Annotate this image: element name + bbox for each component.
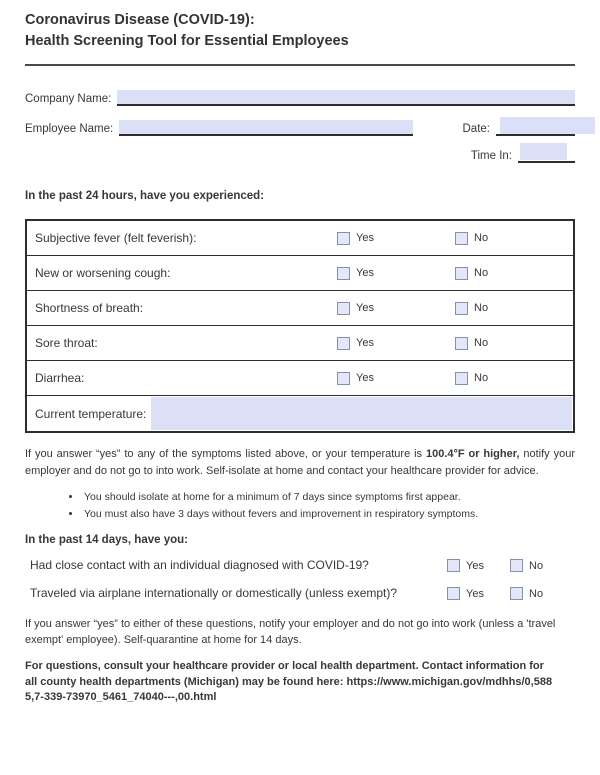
table-row bbox=[27, 326, 573, 361]
no-choice bbox=[510, 587, 575, 600]
contact-info-paragraph bbox=[25, 659, 557, 706]
no-label: No bbox=[529, 559, 544, 572]
no-checkbox[interactable] bbox=[455, 232, 468, 245]
advice-text-start: If you answer “yes” to any of the symptoms listed above, or your temperature is bbox=[25, 448, 426, 460]
health-dept-url: https://www.michigan.gov/mdhhs/0,5885,7-339-73970_5461_74040---,00.html bbox=[25, 675, 553, 703]
contact-info-text: For questions, consult your healthcare provider or local health department. Contact information for all county health departments (Michigan) may be found here: bbox=[25, 660, 544, 688]
date-label: Date: bbox=[462, 123, 490, 135]
travel-question-row bbox=[25, 586, 575, 601]
employee-name-row bbox=[25, 120, 575, 136]
no-choice bbox=[455, 267, 573, 280]
title-line-1: Coronavirus Disease (COVID-19): bbox=[25, 12, 255, 28]
yes-label: Yes bbox=[356, 302, 374, 314]
table-row bbox=[27, 361, 573, 396]
no-choice bbox=[510, 559, 575, 572]
no-label: No bbox=[474, 337, 489, 349]
yes-label: Yes bbox=[356, 372, 374, 384]
advice-text-end: notify your employer and do not go to into work. Self-isolate at home and contact your healthcare provider for advice. bbox=[25, 448, 575, 477]
employee-name-label: Employee Name: bbox=[25, 123, 114, 135]
yes-label: Yes bbox=[466, 559, 484, 572]
yes-checkbox[interactable] bbox=[447, 587, 460, 600]
document-title bbox=[25, 10, 575, 52]
yes-label: Yes bbox=[356, 337, 374, 349]
quarantine-instructions-paragraph: If you answer “yes” to either of these questions, notify your employer and do not go into work (unless a 'travel exempt' employee). Self-quarantine at home for 14 days. bbox=[25, 618, 556, 646]
temperature-field[interactable] bbox=[151, 397, 572, 430]
employee-name-field[interactable] bbox=[119, 120, 413, 136]
yes-checkbox[interactable] bbox=[337, 372, 350, 385]
no-choice bbox=[455, 232, 573, 245]
no-label: No bbox=[474, 302, 489, 314]
time-in-label: Time In: bbox=[470, 150, 512, 162]
symptom-label: Subjective fever (felt feverish): bbox=[35, 231, 197, 245]
time-in-field-fill bbox=[520, 143, 567, 160]
no-choice bbox=[455, 372, 573, 385]
yes-choice bbox=[337, 372, 455, 385]
table-row-temperature bbox=[27, 396, 573, 431]
symptom-label: Diarrhea: bbox=[35, 371, 85, 385]
no-checkbox[interactable] bbox=[455, 337, 468, 350]
no-label: No bbox=[474, 372, 489, 384]
yes-label: Yes bbox=[356, 232, 374, 244]
company-name-row bbox=[25, 90, 575, 106]
symptom-label: New or worsening cough: bbox=[35, 266, 171, 280]
yes-checkbox[interactable] bbox=[337, 302, 350, 315]
yes-choice bbox=[337, 267, 455, 280]
yes-checkbox[interactable] bbox=[337, 232, 350, 245]
company-name-field[interactable] bbox=[117, 90, 575, 106]
temperature-label: Current temperature: bbox=[35, 406, 147, 421]
past-24-hours-heading: In the past 24 hours, have you experienced: bbox=[25, 190, 265, 202]
yes-choice bbox=[337, 232, 455, 245]
title-divider bbox=[25, 64, 575, 66]
yes-choice bbox=[337, 302, 455, 315]
time-in-row bbox=[25, 145, 575, 163]
yes-choice bbox=[447, 559, 510, 572]
yes-checkbox[interactable] bbox=[337, 267, 350, 280]
isolation-bullet-list bbox=[25, 489, 575, 523]
no-checkbox[interactable] bbox=[510, 559, 523, 572]
no-label: No bbox=[474, 267, 489, 279]
close-contact-question: Had close contact with an individual diagnosed with COVID-19? bbox=[30, 558, 369, 572]
no-checkbox[interactable] bbox=[455, 267, 468, 280]
yes-choice bbox=[337, 337, 455, 350]
time-in-field[interactable] bbox=[518, 145, 575, 163]
symptom-label: Shortness of breath: bbox=[35, 301, 144, 315]
yes-label: Yes bbox=[356, 267, 374, 279]
date-group bbox=[463, 120, 576, 136]
symptom-label: Sore throat: bbox=[35, 336, 98, 350]
symptoms-advice-paragraph bbox=[25, 446, 575, 479]
table-row bbox=[27, 221, 573, 256]
yes-label: Yes bbox=[466, 587, 484, 600]
no-choice bbox=[455, 302, 573, 315]
company-name-label: Company Name: bbox=[25, 93, 112, 105]
date-field[interactable] bbox=[496, 120, 575, 136]
yes-checkbox[interactable] bbox=[337, 337, 350, 350]
yes-choice bbox=[447, 587, 510, 600]
table-row bbox=[27, 256, 573, 291]
no-choice bbox=[455, 337, 573, 350]
no-checkbox[interactable] bbox=[455, 372, 468, 385]
no-checkbox[interactable] bbox=[455, 302, 468, 315]
date-field-fill bbox=[500, 117, 595, 134]
travel-question: Traveled via airplane internationally or domestically (unless exempt)? bbox=[30, 586, 398, 600]
title-line-2: Health Screening Tool for Essential Employees bbox=[25, 33, 349, 49]
advice-temperature-threshold: 100.4°F or higher, bbox=[425, 448, 520, 460]
yes-checkbox[interactable] bbox=[447, 559, 460, 572]
table-row bbox=[27, 291, 573, 326]
past-14-days-heading: In the past 14 days, have you: bbox=[25, 534, 188, 546]
no-label: No bbox=[529, 587, 544, 600]
symptoms-table bbox=[25, 219, 575, 433]
no-label: No bbox=[474, 232, 489, 244]
bullet-item: • You should isolate at home for a minimum of 7 days since symptoms first appear. bbox=[82, 489, 575, 506]
no-checkbox[interactable] bbox=[510, 587, 523, 600]
bullet-item: • You must also have 3 days without fevers and improvement in respiratory symptoms. bbox=[82, 506, 575, 523]
close-contact-question-row bbox=[25, 558, 575, 573]
